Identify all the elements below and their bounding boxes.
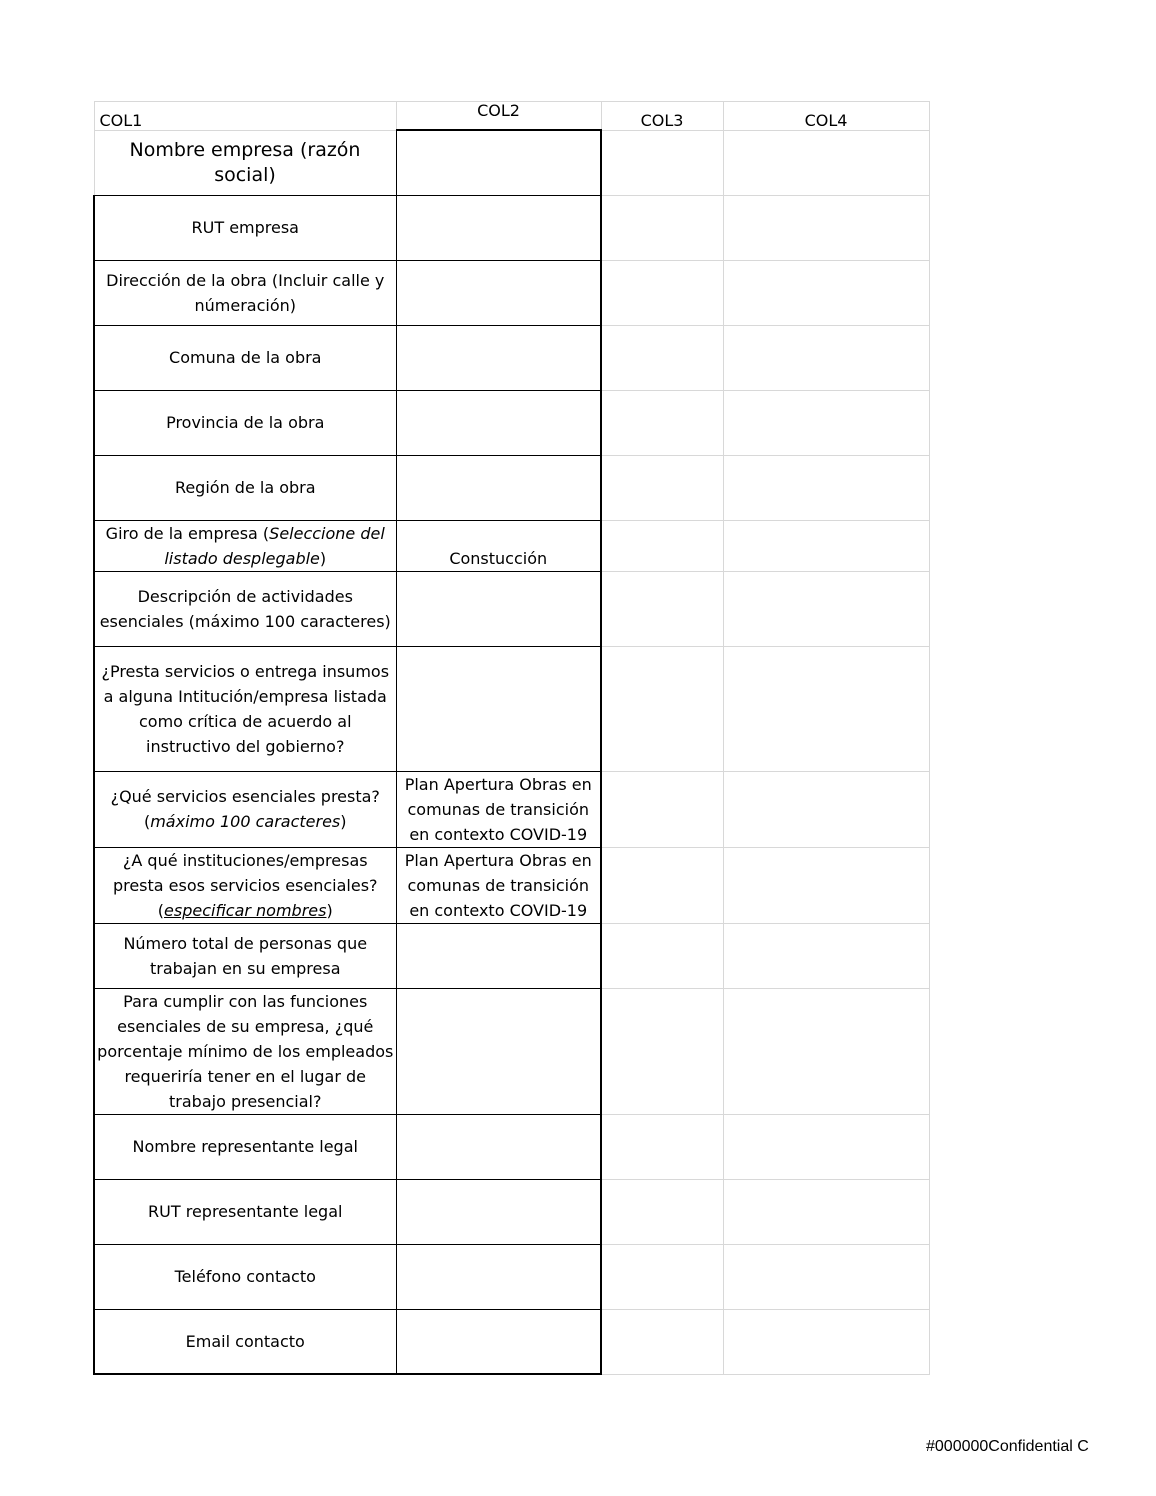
table-row: [94, 1244, 929, 1309]
empty-cell[interactable]: [601, 520, 723, 571]
table-row: [94, 771, 929, 847]
column-header: COL3: [601, 102, 723, 131]
empty-cell[interactable]: [601, 571, 723, 646]
column-header: COL2: [396, 102, 601, 131]
table-row: [94, 195, 929, 260]
empty-cell[interactable]: [723, 847, 929, 923]
field-value-cell[interactable]: Plan Apertura Obras en comunas de transición en contexto COVID-19: [396, 847, 601, 923]
column-header: COL4: [723, 102, 929, 131]
empty-cell[interactable]: [723, 130, 929, 195]
table-row: [94, 520, 929, 571]
table-row: [94, 1114, 929, 1179]
label-emphasis: especificar nombres: [164, 900, 327, 920]
table-row: [94, 646, 929, 771]
empty-cell[interactable]: [601, 1114, 723, 1179]
field-value-cell[interactable]: [396, 1114, 601, 1179]
empty-cell[interactable]: [723, 1244, 929, 1309]
field-value-cell[interactable]: [396, 1309, 601, 1374]
empty-cell[interactable]: [601, 646, 723, 771]
confidential-footer: #000000Confidential C: [926, 1438, 1089, 1455]
empty-cell[interactable]: [723, 1309, 929, 1374]
field-value-cell[interactable]: [396, 1179, 601, 1244]
empty-cell[interactable]: [601, 390, 723, 455]
field-value-cell[interactable]: [396, 130, 601, 195]
field-label: Nombre representante legal: [94, 1114, 396, 1179]
table-row: [94, 847, 929, 923]
table-row: [94, 325, 929, 390]
empty-cell[interactable]: [601, 130, 723, 195]
empty-cell[interactable]: [723, 390, 929, 455]
table-row: [94, 1179, 929, 1244]
table-row: [94, 571, 929, 646]
field-label: Descripción de actividades esenciales (máximo 100 caracteres): [94, 571, 396, 646]
field-label: Provincia de la obra: [94, 390, 396, 455]
table-row: [94, 130, 929, 195]
empty-cell[interactable]: [601, 195, 723, 260]
field-label: Teléfono contacto: [94, 1244, 396, 1309]
empty-cell[interactable]: [601, 923, 723, 988]
field-value-cell[interactable]: [396, 988, 601, 1114]
field-value-cell[interactable]: [396, 325, 601, 390]
field-value-cell[interactable]: Plan Apertura Obras en comunas de transición en contexto COVID-19: [396, 771, 601, 847]
form-table: [93, 101, 930, 1375]
empty-cell[interactable]: [723, 646, 929, 771]
field-value-cell[interactable]: [396, 455, 601, 520]
field-label: Región de la obra: [94, 455, 396, 520]
header-row: [94, 102, 929, 131]
empty-cell[interactable]: [723, 1179, 929, 1244]
table-row: [94, 988, 929, 1114]
field-label: Email contacto: [94, 1309, 396, 1374]
field-label: [94, 847, 396, 923]
field-value-cell[interactable]: [396, 195, 601, 260]
empty-cell[interactable]: [723, 260, 929, 325]
table-row: [94, 1309, 929, 1374]
label-text: ¿Qué servicios esenciales presta? (: [110, 787, 380, 831]
empty-cell[interactable]: [723, 571, 929, 646]
empty-cell[interactable]: [723, 195, 929, 260]
label-text: ): [340, 812, 347, 831]
empty-cell[interactable]: [723, 455, 929, 520]
empty-cell[interactable]: [601, 1244, 723, 1309]
empty-cell[interactable]: [601, 771, 723, 847]
empty-cell[interactable]: [723, 923, 929, 988]
label-text: ¿A qué instituciones/empresas presta esos servicios esenciales? (: [112, 850, 378, 920]
field-label: RUT representante legal: [94, 1179, 396, 1244]
empty-cell[interactable]: [723, 1114, 929, 1179]
field-value-cell[interactable]: [396, 390, 601, 455]
empty-cell[interactable]: [723, 325, 929, 390]
giro-dropdown-cell[interactable]: Constucción: [396, 520, 601, 571]
field-label: Para cumplir con las funciones esenciales de su empresa, ¿qué porcentaje mínimo de los empleados requeriría tener en el lugar de trabajo presencial?: [94, 988, 396, 1114]
field-label: ¿Presta servicios o entrega insumos a alguna Intitución/empresa listada como crítica de acuerdo al instructivo del gobierno?: [94, 646, 396, 771]
empty-cell[interactable]: [723, 771, 929, 847]
field-label: [94, 771, 396, 847]
label-text: ): [326, 900, 333, 920]
empty-cell[interactable]: [723, 520, 929, 571]
field-label: Comuna de la obra: [94, 325, 396, 390]
empty-cell[interactable]: [723, 988, 929, 1114]
label-text: ): [319, 548, 327, 568]
field-label: [94, 520, 396, 571]
field-value-cell[interactable]: [396, 260, 601, 325]
field-value-cell[interactable]: [396, 923, 601, 988]
table-row: [94, 390, 929, 455]
label-emphasis: Seleccione del listado desplegable: [164, 523, 385, 568]
empty-cell[interactable]: [601, 1309, 723, 1374]
field-value-cell[interactable]: [396, 646, 601, 771]
empty-cell[interactable]: [601, 455, 723, 520]
empty-cell[interactable]: [601, 260, 723, 325]
table-row: [94, 455, 929, 520]
empty-cell[interactable]: [601, 1179, 723, 1244]
empty-cell[interactable]: [601, 988, 723, 1114]
field-label: Dirección de la obra (Incluir calle y númeración): [94, 260, 396, 325]
table-row: [94, 923, 929, 988]
empty-cell[interactable]: [601, 325, 723, 390]
field-label: Número total de personas que trabajan en su empresa: [94, 923, 396, 988]
field-label: Nombre empresa (razón social): [94, 130, 396, 195]
table-row: [94, 260, 929, 325]
field-label: RUT empresa: [94, 195, 396, 260]
column-header: COL1: [94, 102, 396, 131]
label-emphasis: máximo 100 caracteres: [150, 812, 341, 831]
label-text: Giro de la empresa (: [105, 523, 270, 543]
empty-cell[interactable]: [601, 847, 723, 923]
field-value-cell[interactable]: [396, 571, 601, 646]
field-value-cell[interactable]: [396, 1244, 601, 1309]
